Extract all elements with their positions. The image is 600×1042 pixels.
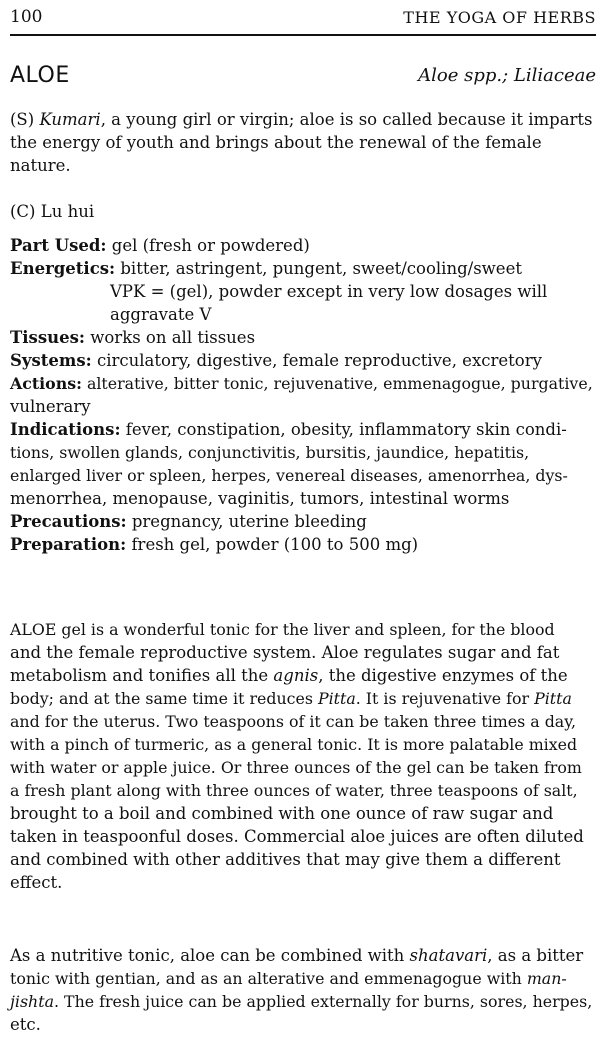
sanskrit-name-paragraph: [10, 108, 593, 177]
actions-label: Actions:: [10, 374, 82, 393]
energetics-label: Energetics:: [10, 259, 116, 278]
tissues-label: Tissues:: [10, 328, 85, 347]
emphasized-term: Pitta: [317, 689, 356, 708]
paragraph-line: [10, 944, 590, 967]
energetics-continued: VPK = (gel), powder except in very low dosages will: [110, 282, 548, 301]
precautions-row: [10, 510, 590, 533]
running-title: THE YOGA OF HERBS: [403, 8, 596, 27]
systems-row: [10, 349, 590, 372]
paragraph-line: with water or apple juice. Or three ounces of the gel can be taken from: [10, 758, 582, 777]
energetics-continued: aggravate V: [110, 305, 212, 324]
sanskrit-line: the energy of youth and brings about the renewal of the female: [10, 133, 542, 152]
paragraph-line: [10, 990, 593, 1013]
paragraph-line: and the female reproductive system. Aloe regulates sugar and fat: [10, 643, 560, 662]
paragraph-line: taken in teaspoonful doses. Commercial aloe juices are often diluted: [10, 827, 584, 846]
paragraph-line: a fresh plant along with three ounces of water, three teaspoons of salt,: [10, 781, 578, 800]
sanskrit-term: Kumari: [39, 110, 101, 129]
sanskrit-text: , a young girl or virgin; aloe is so called because it imparts: [100, 110, 593, 129]
paragraph-line: [10, 687, 590, 710]
systems-label: Systems:: [10, 351, 92, 370]
actions-value: alterative, bitter tonic, rejuvenative, emmenagogue, purgative,: [81, 374, 593, 393]
emphasized-term: jishta: [10, 992, 54, 1011]
part-used-value: gel (fresh or powdered): [106, 236, 310, 255]
paragraph-line: etc.: [10, 1015, 41, 1034]
emphasized-term: shatavari: [409, 946, 488, 965]
systems-value: circulatory, digestive, female reproductive, excretory: [91, 351, 542, 370]
botanical-name: Aloe spp.; Liliaceae: [418, 65, 596, 86]
indications-value: fever, constipation, obesity, inflammatory skin condi-: [120, 420, 567, 439]
page-number: 100: [10, 7, 43, 27]
text-fragment: . It is rejuvenative for: [355, 689, 535, 708]
indications-row: [10, 418, 590, 441]
text-fragment: tonic with gentian, and as an alterative and emmenagogue with: [10, 969, 527, 988]
sanskrit-line: [10, 108, 593, 131]
indications-continued: enlarged liver or spleen, herpes, venereal diseases, amenorrhea, dys-: [10, 466, 568, 485]
actions-continued: vulnerary: [10, 397, 91, 416]
book-page: [10, 0, 596, 1042]
indications-label: Indications:: [10, 420, 121, 439]
paragraph-line: and for the uterus. Two teaspoons of it can be taken three times a day,: [10, 712, 577, 731]
indications-continued: tions, swollen glands, conjunctivitis, bursitis, jaundice, hepatitis,: [10, 443, 530, 462]
precautions-value: pregnancy, uterine bleeding: [126, 512, 367, 531]
text-fragment: , as a bitter: [487, 946, 584, 965]
text-fragment: metabolism and tonifies all the: [10, 666, 274, 685]
energetics-row: [10, 257, 590, 280]
paragraph-line: and combined with other additives that may give them a different: [10, 850, 561, 869]
running-head: [10, 8, 596, 36]
precautions-label: Precautions:: [10, 512, 127, 531]
text-fragment: body; and at the same time it reduces: [10, 689, 318, 708]
text-fragment: . The fresh juice can be applied externally for burns, sores, herpes,: [54, 992, 593, 1011]
herb-entry-heading: [10, 64, 596, 94]
indications-continued: menorrhea, menopause, vaginitis, tumors, intestinal worms: [10, 489, 510, 508]
part-used-row: [10, 234, 590, 257]
herb-facts-list: [10, 234, 593, 556]
preparation-value: fresh gel, powder (100 to 500 mg): [126, 535, 419, 554]
tissues-value: works on all tissues: [85, 328, 256, 347]
text-fragment: , the digestive enzymes of the: [318, 666, 568, 685]
preparation-row: [10, 533, 590, 556]
emphasized-term: Pitta: [534, 689, 572, 708]
part-used-label: Part Used:: [10, 236, 107, 255]
preparation-label: Preparation:: [10, 535, 127, 554]
paragraph-line: [10, 664, 590, 687]
emphasized-term: man-: [526, 969, 567, 988]
paragraph-line: ALOE gel is a wonderful tonic for the liver and spleen, for the blood: [10, 620, 555, 639]
sanskrit-line: nature.: [10, 156, 71, 175]
text-fragment: As a nutritive tonic, aloe can be combined with: [10, 946, 410, 965]
sanskrit-prefix: (S): [10, 110, 40, 129]
combination-uses-paragraph: [10, 944, 593, 1036]
tissues-row: [10, 326, 590, 349]
paragraph-line: with a pinch of turmeric, as a general tonic. It is more palatable mixed: [10, 735, 578, 754]
paragraph-line: effect.: [10, 873, 63, 892]
herb-name: ALOE: [10, 63, 70, 88]
paragraph-line: [10, 967, 590, 990]
chinese-name: (C) Lu hui: [10, 202, 95, 221]
energetics-value: bitter, astringent, pungent, sweet/cooling/sweet: [115, 259, 522, 278]
paragraph-line: brought to a boil and combined with one ounce of raw sugar and: [10, 804, 554, 823]
main-description-paragraph: [10, 618, 590, 894]
actions-row: [10, 372, 593, 395]
emphasized-term: agnis: [273, 666, 319, 685]
